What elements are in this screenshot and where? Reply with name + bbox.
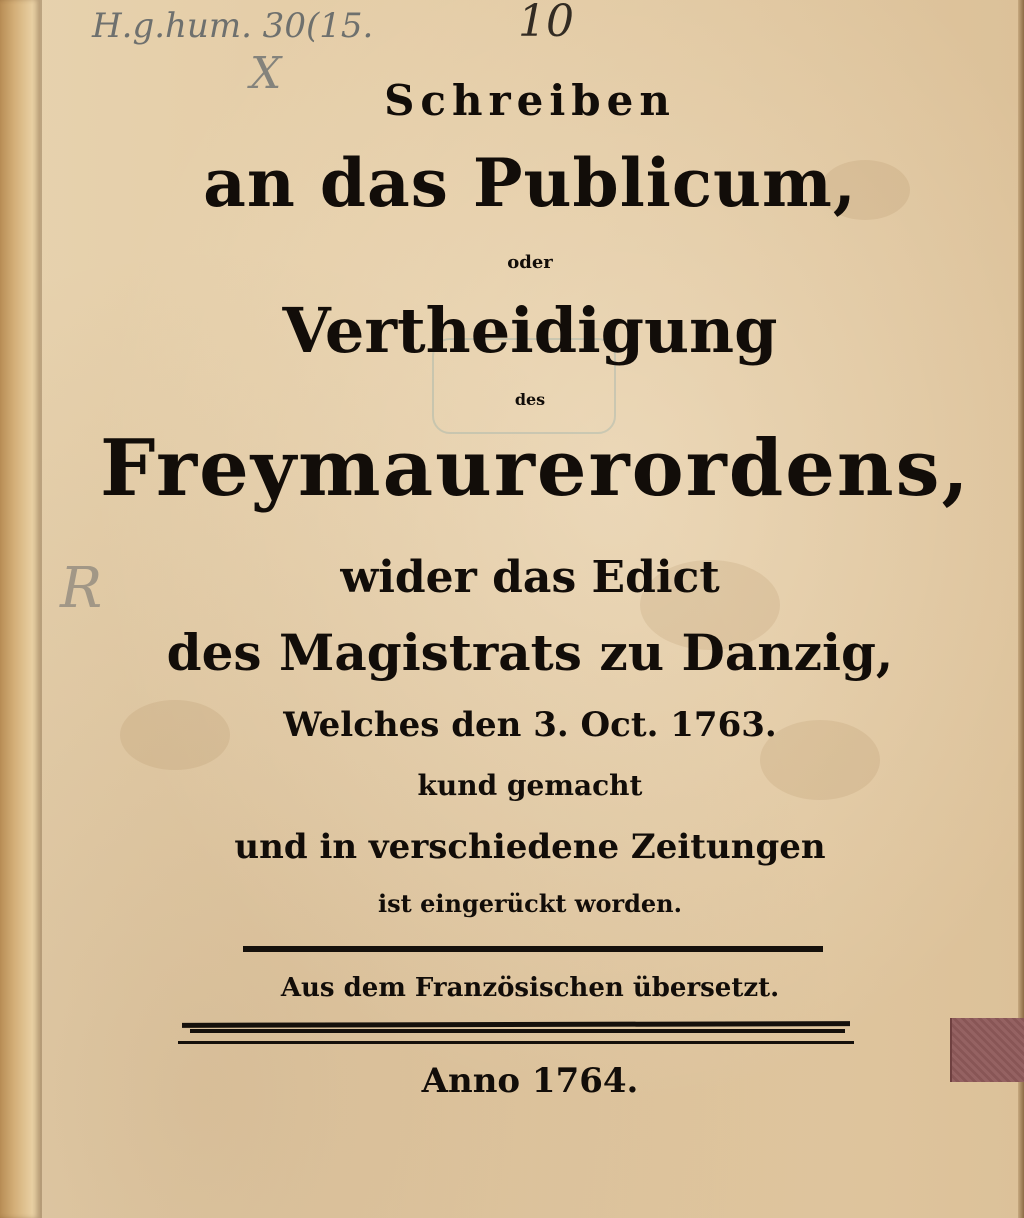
binding-edge	[0, 0, 40, 1218]
translation-note: Aus dem Französischen übersetzt.	[280, 973, 780, 1003]
text-line-eingerueckt: ist eingerückt worden.	[378, 889, 682, 918]
handwritten-folio-number: 10	[518, 0, 574, 47]
handwritten-x-mark: X	[250, 48, 282, 99]
title-line-oder: oder	[507, 252, 553, 273]
title-line-des: des	[514, 390, 546, 409]
title-line-freymaurerordens: Freymaurerordens,	[100, 423, 971, 514]
text-line-zeitungen: und in verschiedene Zeitungen	[234, 827, 826, 867]
title-line-magistrats: des Magistrats zu Danzig,	[166, 623, 894, 682]
double-rule-top	[182, 1021, 850, 1028]
double-rule-bottom	[178, 1041, 854, 1044]
handwritten-shelfmark: H.g.hum. 30(15.	[92, 6, 374, 46]
horizontal-rule	[243, 946, 823, 952]
title-line-wider: wider das Edict	[340, 552, 720, 603]
text-line-kund: kund gemacht	[417, 769, 643, 802]
binding-fold-line	[40, 0, 42, 1218]
imprint-year: Anno 1764.	[421, 1061, 639, 1101]
title-line-publicum: an das Publicum,	[203, 144, 857, 222]
date-line-welches: Welches den 3. Oct. 1763.	[283, 705, 777, 745]
title-line-vertheidigung: Vertheidigung	[282, 294, 778, 367]
double-rule-middle	[190, 1029, 845, 1033]
red-paper-tab	[950, 1018, 1024, 1082]
title-line-schreiben: Schreiben	[384, 76, 676, 125]
handwritten-r-mark: R	[60, 556, 103, 621]
